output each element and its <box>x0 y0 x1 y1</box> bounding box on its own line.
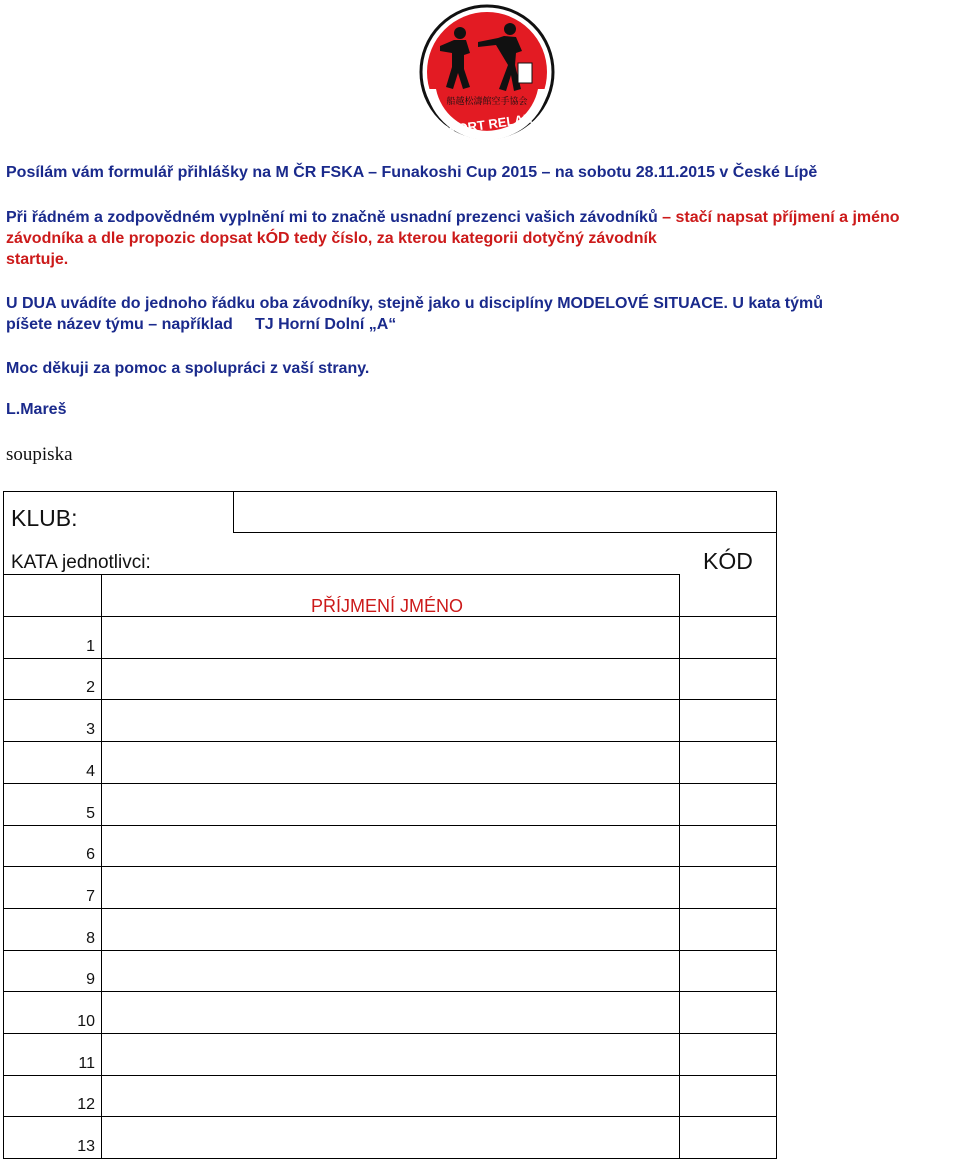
name-cell[interactable] <box>102 1076 678 1116</box>
row-number: 8 <box>86 930 95 947</box>
row-number: 3 <box>86 721 95 738</box>
kod-cell[interactable] <box>680 1034 776 1074</box>
row-number: 11 <box>78 1055 95 1072</box>
name-cell[interactable] <box>102 1117 678 1157</box>
name-cell[interactable] <box>102 742 678 782</box>
registration-form <box>3 491 778 1159</box>
name-cell[interactable] <box>102 909 678 949</box>
kod-cell[interactable] <box>680 909 776 949</box>
row-number: 9 <box>86 971 95 988</box>
name-cell[interactable] <box>102 826 678 866</box>
row-number: 5 <box>86 805 95 822</box>
row-number: 10 <box>77 1013 95 1030</box>
kata-bottom <box>3 574 679 575</box>
kod-cell[interactable] <box>680 867 776 907</box>
name-cell[interactable] <box>102 700 678 740</box>
kod-cell[interactable] <box>680 659 776 699</box>
row-number: 4 <box>86 763 95 780</box>
dua-text-b: píšete název týmu – například TJ Horní Dolní „A“ <box>6 316 397 333</box>
name-cell[interactable] <box>102 951 678 991</box>
row-number: 6 <box>86 846 95 863</box>
dua-paragraph <box>6 293 960 335</box>
name-cell[interactable] <box>102 659 678 699</box>
dua-text-a: U DUA uvádíte do jednoho řádku oba závodníky, stejně jako u disciplíny MODELOVÉ SITUACE. U kata týmů <box>6 295 824 312</box>
name-cell[interactable] <box>102 617 678 657</box>
intro-line: Posílám vám formulář přihlášky na M ČR FSKA – Funakoshi Cup 2015 – na sobotu 28.11.2015 v České Lípě <box>6 164 818 181</box>
row-number: 12 <box>77 1096 95 1113</box>
row-number: 2 <box>86 679 95 696</box>
svg-text:SPORT RELAX: SPORT RELAX <box>439 110 534 139</box>
klub-field[interactable] <box>235 492 775 532</box>
name-cell[interactable] <box>102 992 678 1032</box>
kod-cell[interactable] <box>680 784 776 824</box>
kod-cell[interactable] <box>680 700 776 740</box>
signature: L.Mareš <box>6 401 67 418</box>
kod-label: KÓD <box>703 548 753 574</box>
kod-cell[interactable] <box>680 617 776 657</box>
name-cell[interactable] <box>102 867 678 907</box>
soupiska-label: soupiska <box>6 444 73 465</box>
name-column-header: PŘÍJMENÍ JMÉNO <box>311 596 464 616</box>
kata-label: KATA jednotlivci: <box>11 552 151 573</box>
name-cell[interactable] <box>102 784 678 824</box>
kod-cell[interactable] <box>680 951 776 991</box>
klub-bottom <box>233 532 777 533</box>
instruction-paragraph <box>6 207 956 270</box>
kod-cell[interactable] <box>680 826 776 866</box>
row-number: 7 <box>86 888 95 905</box>
instruction-text-c: startuje. <box>6 251 69 268</box>
row-number: 13 <box>77 1138 95 1155</box>
thanks-line: Moc děkuji za pomoc a spolupráci z vaší strany. <box>6 360 370 377</box>
row-number: 1 <box>86 638 95 655</box>
klub-label: KLUB: <box>11 505 78 531</box>
klub-divider <box>233 491 234 533</box>
sport-relax-logo <box>418 3 556 141</box>
kod-cell[interactable] <box>680 1117 776 1157</box>
svg-text:船越松濤館空手協会: 船越松濤館空手協会 <box>446 97 528 107</box>
instruction-text-a: Při řádném a zodpovědném vyplnění mi to značně usnadní prezenci vašich závodníků <box>6 209 658 226</box>
kod-cell[interactable] <box>680 742 776 782</box>
kod-cell[interactable] <box>680 992 776 1032</box>
kod-cell[interactable] <box>680 1076 776 1116</box>
instruction-text-b: – stačí napsat příjmení a jméno závodníka a dle propozic dopsat kÓD tedy číslo, za kterou kategorii dotyčný závodník <box>6 209 900 247</box>
name-cell[interactable] <box>102 1034 678 1074</box>
